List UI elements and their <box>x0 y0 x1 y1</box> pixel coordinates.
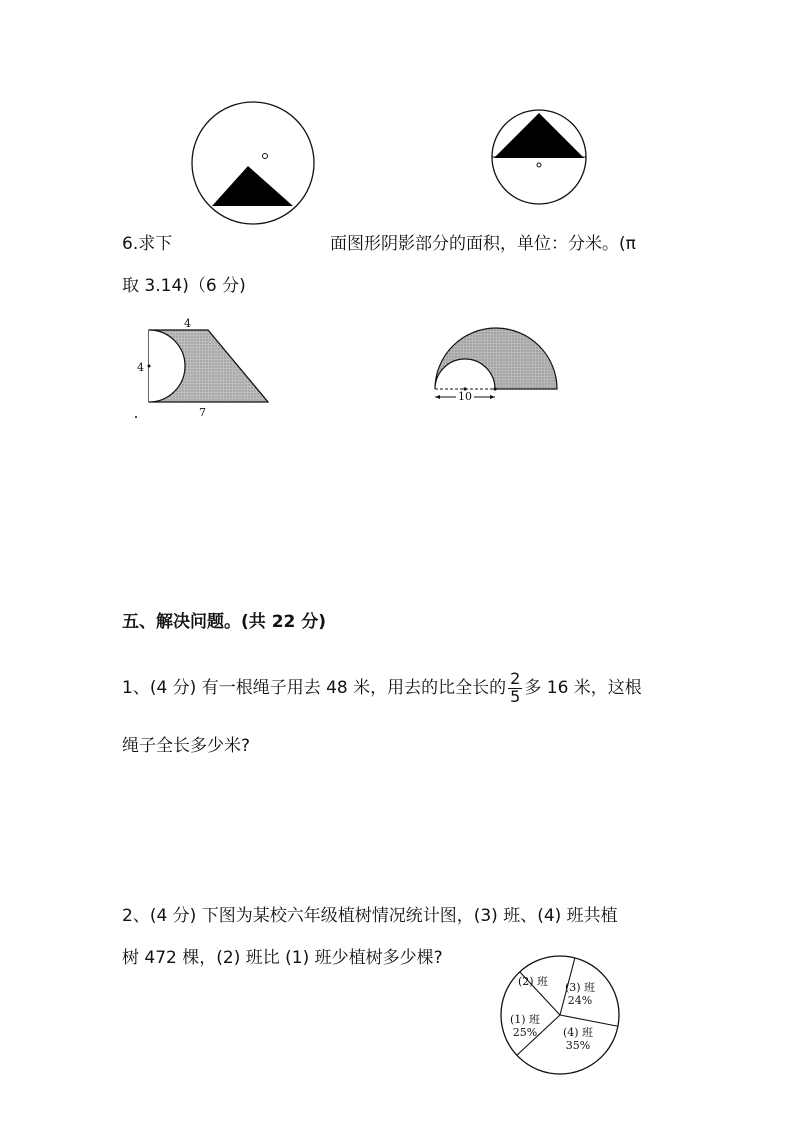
figure-circle-triangle-right <box>488 110 598 210</box>
trapezoid-left-label: 4 <box>137 361 144 374</box>
pie-label-2: (3) 班 <box>564 981 596 994</box>
figure-circle-triangle-left <box>190 100 320 230</box>
question-2-line2: 树 472 棵，(2) 班比 (1) 班少植树多少棵? <box>122 948 443 968</box>
question-1-text-after: 多 16 米，这根 <box>524 678 642 698</box>
pie-chart-tree-planting <box>498 953 622 1077</box>
problem-6-line2: 取 3.14)（6 分) <box>122 276 246 296</box>
trapezoid-bottom-label: 7 <box>199 406 206 419</box>
question-1-line1 <box>122 668 642 708</box>
pie-label-4: (1) 班 <box>509 1013 541 1026</box>
figure-half-annulus <box>428 320 563 405</box>
pie-value-4: 25% <box>512 1026 538 1039</box>
trapezoid-top-label: 4 <box>184 317 191 330</box>
figure-trapezoid-semicircle <box>128 315 288 425</box>
question-1-line2: 绳子全长多少米? <box>122 736 251 756</box>
fraction-two-fifths <box>508 668 522 706</box>
problem-6-line1-left: 6.求下 <box>122 234 173 254</box>
fraction-numerator: 2 <box>510 668 521 688</box>
pie-label-1: (2) 班 <box>517 975 549 988</box>
question-1-text-before: 1、(4 分) 有一根绳子用去 48 米，用去的比全长的 <box>122 678 507 698</box>
pie-label-3: (4) 班 <box>562 1026 594 1039</box>
section-5-heading: 五、解决问题。(共 22 分) <box>122 612 327 632</box>
question-2-line1: 2、(4 分) 下图为某校六年级植树情况统计图，(3) 班、(4) 班共植 <box>122 906 618 926</box>
pie-value-2: 24% <box>567 994 593 1007</box>
pie-value-3: 35% <box>565 1039 591 1052</box>
fraction-denominator: 5 <box>510 686 521 706</box>
problem-6-line1-right: 面图形阴影部分的面积，单位：分米。(π <box>330 234 636 254</box>
half-annulus-diameter-label: 10 <box>458 390 472 403</box>
